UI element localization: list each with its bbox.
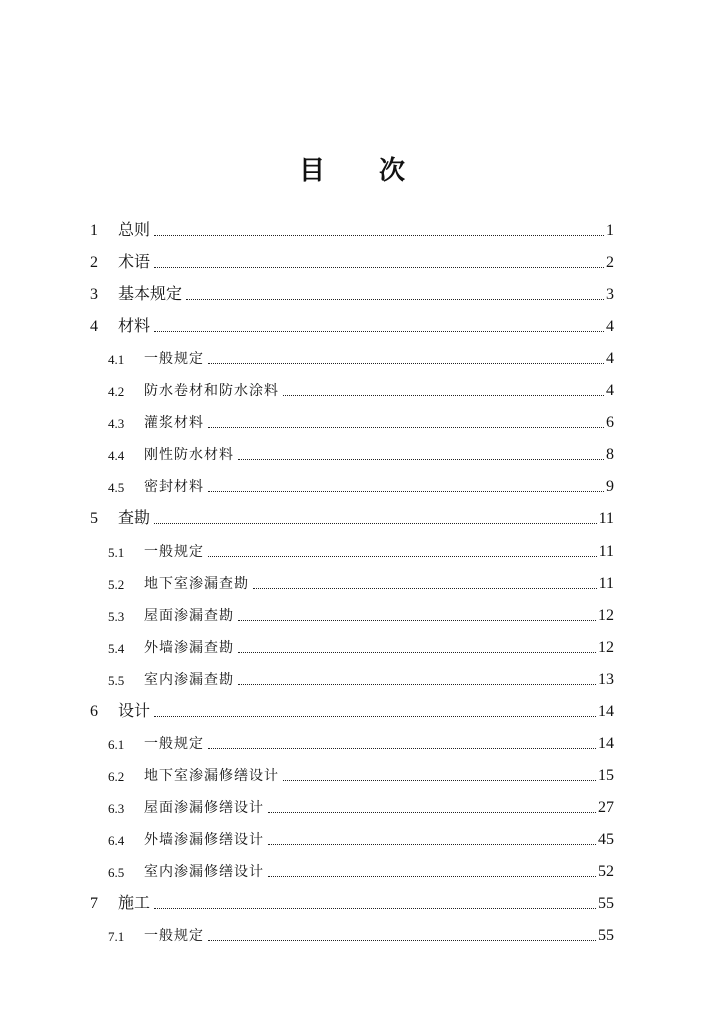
toc-entry-page-number: 6 xyxy=(606,414,614,432)
toc-entry-page-number: 8 xyxy=(606,446,614,464)
toc-entry-number: 4.2 xyxy=(108,384,125,400)
toc-dot-leader xyxy=(154,522,597,524)
toc-entry-title: 一般规定 xyxy=(144,543,204,560)
toc-entry-number: 2 xyxy=(90,254,98,272)
toc-entry-number: 4.5 xyxy=(108,480,125,496)
toc-dot-leader xyxy=(268,875,596,877)
toc-entry[interactable] xyxy=(108,340,614,368)
toc-entry-page-number: 9 xyxy=(606,478,614,496)
toc-entry[interactable] xyxy=(108,436,614,464)
toc-dot-leader xyxy=(154,330,604,332)
toc-entry-number: 7.1 xyxy=(108,929,125,945)
toc-entry-page-number: 55 xyxy=(598,895,614,913)
toc-entry-number: 6.4 xyxy=(108,832,125,848)
toc-dot-leader xyxy=(186,298,604,300)
toc-entry[interactable] xyxy=(108,372,614,400)
toc-entry-page-number: 4 xyxy=(606,318,614,336)
toc-entry-title: 一般规定 xyxy=(144,351,204,368)
toc-entry-title: 屋面渗漏修缮设计 xyxy=(144,799,264,816)
toc-entry-title: 地下室渗漏修缮设计 xyxy=(144,767,279,784)
toc-entry-number: 5.2 xyxy=(108,576,125,592)
toc-entry[interactable] xyxy=(108,789,614,817)
toc-dot-leader xyxy=(154,234,604,236)
toc-dot-leader xyxy=(208,490,604,492)
toc-entry-number: 6.1 xyxy=(108,736,125,752)
toc-dot-leader xyxy=(154,907,596,909)
toc-dot-leader xyxy=(253,587,597,589)
toc-entry-number: 5 xyxy=(90,510,98,528)
toc-entry[interactable] xyxy=(90,212,614,240)
toc-entry-number: 4.4 xyxy=(108,448,125,464)
toc-dot-leader xyxy=(238,458,604,460)
toc-dot-leader xyxy=(238,651,596,653)
toc-entry-page-number: 15 xyxy=(598,766,614,784)
toc-entry-number: 6 xyxy=(90,702,98,720)
toc-dot-leader xyxy=(208,747,596,749)
toc-entry-number: 5.5 xyxy=(108,672,125,688)
toc-entry[interactable] xyxy=(108,661,614,689)
toc-dot-leader xyxy=(268,811,596,813)
toc-entry-title: 总则 xyxy=(118,220,151,239)
toc-entry-title: 基本规定 xyxy=(118,284,183,304)
toc-entry-page-number: 11 xyxy=(598,574,614,592)
toc-entry[interactable] xyxy=(90,308,614,336)
toc-entry-number: 1 xyxy=(90,222,98,239)
toc-dot-leader xyxy=(154,266,604,268)
toc-dot-leader xyxy=(238,683,596,685)
toc-entry-number: 4.3 xyxy=(108,416,125,432)
toc-entry-title: 密封材料 xyxy=(144,479,204,496)
toc-dot-leader xyxy=(238,619,596,621)
toc-entry-number: 5.4 xyxy=(108,640,125,656)
toc-entry-title: 灌浆材料 xyxy=(144,415,204,432)
page-title xyxy=(0,150,706,187)
title-char-2: 次 xyxy=(379,156,408,186)
toc-entry-page-number: 13 xyxy=(598,670,614,688)
title-char-1: 目 xyxy=(298,156,327,186)
toc-entry[interactable] xyxy=(90,244,614,272)
toc-entry[interactable] xyxy=(108,468,614,496)
toc-entry-title: 外墙渗漏修缮设计 xyxy=(144,831,264,848)
toc-entry-title: 材料 xyxy=(118,316,151,336)
toc-entry-number: 4.1 xyxy=(108,352,125,368)
toc-entry-title: 刚性防水材料 xyxy=(144,447,234,464)
toc-entry-number: 6.2 xyxy=(108,768,125,784)
toc-entry-page-number: 11 xyxy=(598,510,614,528)
toc-entry[interactable] xyxy=(108,629,614,657)
toc-dot-leader xyxy=(208,555,597,557)
toc-entry[interactable] xyxy=(90,885,614,913)
toc-entry-title: 一般规定 xyxy=(144,928,204,945)
toc-entry-page-number: 1 xyxy=(606,222,614,239)
toc-entry-page-number: 27 xyxy=(598,798,614,816)
toc-entry-page-number: 52 xyxy=(598,863,614,880)
toc-entry-page-number: 14 xyxy=(598,734,614,752)
toc-entry-page-number: 14 xyxy=(598,702,614,720)
toc-entry-number: 3 xyxy=(90,286,98,304)
toc-entry-page-number: 45 xyxy=(598,830,614,848)
toc-entry-number: 5.3 xyxy=(108,608,125,624)
toc-entry-page-number: 2 xyxy=(606,254,614,272)
toc-entry-page-number: 12 xyxy=(598,638,614,656)
toc-entry[interactable] xyxy=(108,404,614,432)
toc-entry-page-number: 3 xyxy=(606,286,614,304)
toc-entry-number: 5.1 xyxy=(108,544,125,560)
toc-entry-title: 一般规定 xyxy=(144,735,204,752)
toc-dot-leader xyxy=(208,362,604,364)
toc-entry[interactable] xyxy=(90,500,614,528)
toc-entry[interactable] xyxy=(108,917,614,945)
toc-entry-page-number: 4 xyxy=(606,382,614,400)
toc-entry-number: 6.3 xyxy=(108,800,125,816)
toc-entry-title: 设计 xyxy=(118,700,151,720)
toc-entry[interactable] xyxy=(108,597,614,625)
toc-entry-page-number: 11 xyxy=(598,542,614,560)
toc-entry-title: 室内渗漏修缮设计 xyxy=(144,864,264,880)
toc-entry-page-number: 12 xyxy=(598,606,614,624)
toc-entry-title: 查勘 xyxy=(118,508,151,528)
toc-entry[interactable] xyxy=(90,276,614,304)
toc-entry-title: 术语 xyxy=(118,252,151,272)
toc-dot-leader xyxy=(154,715,596,717)
toc-entry-title: 外墙渗漏查勘 xyxy=(144,639,234,656)
toc-entry-number: 6.5 xyxy=(108,865,125,880)
toc-dot-leader xyxy=(208,426,604,428)
toc-entry[interactable] xyxy=(108,725,614,753)
toc-dot-leader xyxy=(283,779,596,781)
toc-entry-title: 室内渗漏查勘 xyxy=(144,671,234,688)
toc-entry-title: 屋面渗漏查勘 xyxy=(144,607,234,624)
toc-entry[interactable] xyxy=(108,757,614,785)
toc-entry[interactable] xyxy=(90,693,614,721)
toc-dot-leader xyxy=(268,843,596,845)
toc-entry[interactable] xyxy=(108,533,614,561)
toc-entry[interactable] xyxy=(108,853,614,881)
toc-dot-leader xyxy=(208,939,596,941)
toc-dot-leader xyxy=(283,394,604,396)
toc-entry-title: 地下室渗漏查勘 xyxy=(144,575,249,592)
toc-entry-number: 7 xyxy=(90,895,98,913)
toc-entry-title: 防水卷材和防水涂料 xyxy=(144,383,279,400)
toc-entry-title: 施工 xyxy=(118,893,151,913)
toc-entry[interactable] xyxy=(108,821,614,849)
toc-entry-page-number: 4 xyxy=(606,350,614,368)
toc-entry-page-number: 55 xyxy=(598,927,614,945)
toc-entry-number: 4 xyxy=(90,318,98,336)
toc-entry[interactable] xyxy=(108,565,614,593)
